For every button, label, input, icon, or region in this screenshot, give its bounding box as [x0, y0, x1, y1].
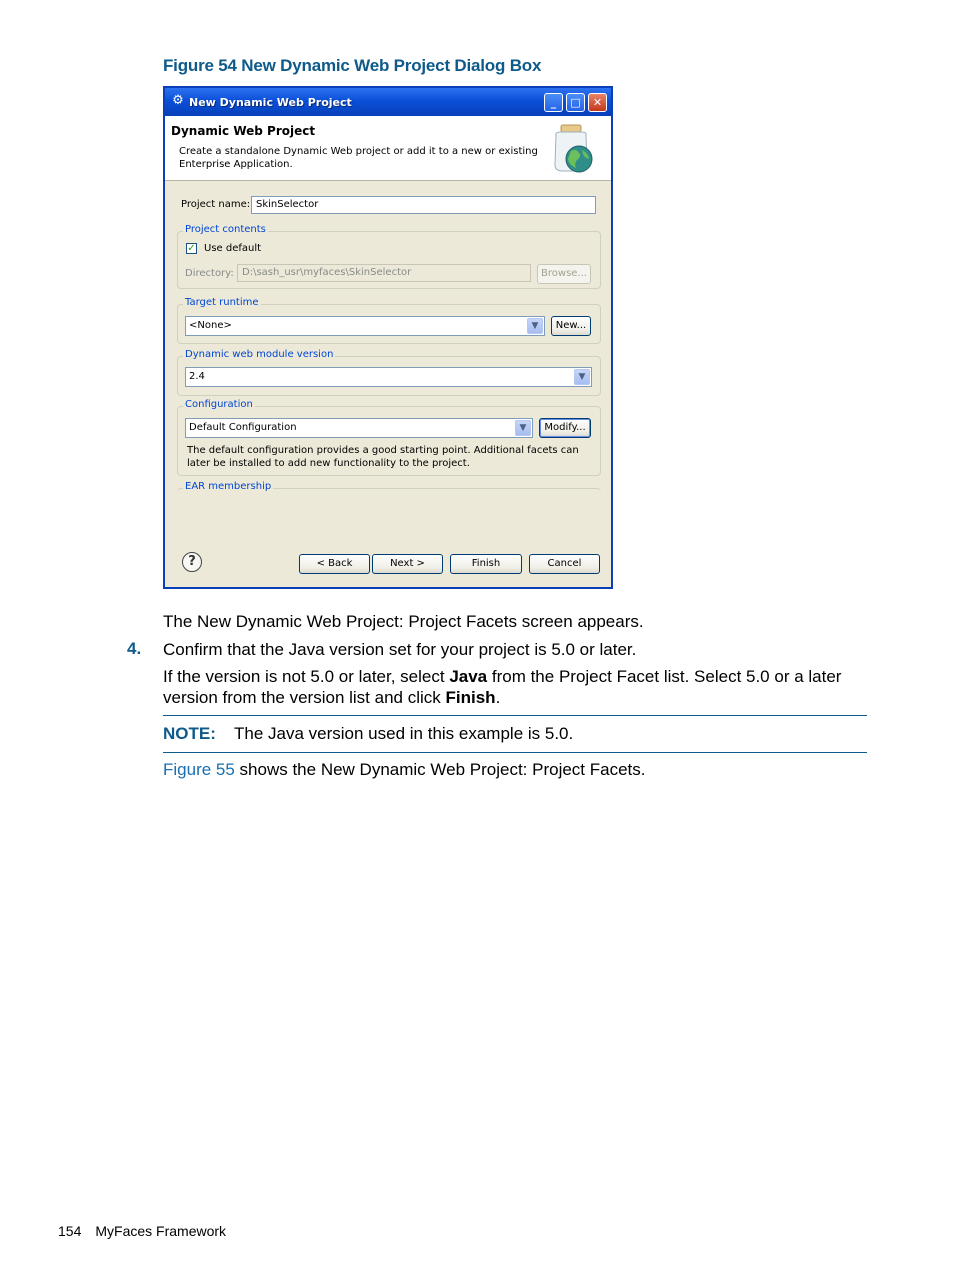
dialog-header	[165, 116, 611, 181]
maximize-button[interactable]: □	[566, 93, 585, 112]
header-description: Create a standalone Dynamic Web project or add it to a new or existing Enterprise Application.	[179, 146, 538, 170]
finish-button[interactable]: Finish	[450, 554, 522, 574]
help-icon[interactable]: ?	[182, 552, 202, 572]
back-button[interactable]: < Back	[299, 554, 370, 574]
use-default-checkbox[interactable]: ✓	[187, 243, 196, 254]
paragraph-facets-screen: The New Dynamic Web Project: Project Facets screen appears.	[163, 612, 644, 631]
target-runtime-value: <None>	[189, 320, 232, 331]
note-label: NOTE:	[163, 724, 216, 743]
figure-caption: Figure 54 New Dynamic Web Project Dialog Box	[163, 56, 542, 75]
step-detail-part3: .	[495, 688, 501, 707]
figure-reference	[163, 759, 646, 780]
directory-label: Directory:	[185, 268, 234, 279]
java-bold: Java	[449, 667, 488, 686]
configuration-description: The default configuration provides a good starting point. Additional facets can later be installed to add new functionality to the project.	[187, 445, 579, 469]
dialog-title: New Dynamic Web Project	[189, 96, 352, 109]
modify-button[interactable]: Modify...	[539, 418, 591, 438]
chevron-down-icon[interactable]: ▼	[574, 369, 590, 385]
use-default-label: Use default	[204, 243, 262, 254]
web-module-version-label: Dynamic web module version	[185, 349, 334, 360]
project-name-field[interactable]: SkinSelector	[251, 196, 596, 214]
configuration-label: Configuration	[185, 399, 253, 410]
cancel-button[interactable]: Cancel	[529, 554, 600, 574]
step-detail-part1: If the version is not 5.0 or later, select	[163, 667, 450, 686]
project-name-label: Project name:	[181, 199, 251, 210]
project-contents-label: Project contents	[185, 224, 266, 235]
close-button[interactable]: ✕	[588, 93, 607, 112]
step-detail	[163, 666, 853, 708]
web-project-globe-icon	[549, 123, 599, 175]
chevron-down-icon[interactable]: ▼	[527, 318, 543, 334]
ear-membership-group	[177, 488, 601, 528]
minimize-button[interactable]: _	[544, 93, 563, 112]
note-box	[163, 715, 867, 753]
directory-field[interactable]: D:\sash_usr\myfaces\SkinSelector	[237, 264, 531, 282]
web-module-version-select[interactable]	[185, 367, 592, 387]
finish-bold: Finish	[445, 688, 496, 707]
browse-button[interactable]: Browse...	[537, 264, 591, 284]
step-detail-part2: from the Project Facet list. Select 5.0 or a later version from the version list and click	[163, 667, 842, 707]
new-runtime-button[interactable]: New...	[551, 316, 591, 336]
dialog-titlebar[interactable]	[165, 88, 611, 116]
page-footer	[58, 1223, 240, 1239]
step-text: Confirm that the Java version set for your project is 5.0 or later.	[163, 640, 637, 659]
figure-reference-text: shows the New Dynamic Web Project: Project Facets.	[234, 760, 646, 779]
web-module-version-value: 2.4	[189, 371, 205, 382]
configuration-value: Default Configuration	[189, 422, 297, 433]
configuration-select[interactable]	[185, 418, 533, 438]
header-title: Dynamic Web Project	[171, 124, 316, 138]
ear-membership-label: EAR membership	[185, 481, 272, 492]
gear-icon: ⚙	[172, 93, 184, 108]
target-runtime-label: Target runtime	[185, 297, 259, 308]
new-dynamic-web-project-dialog	[163, 86, 613, 589]
target-runtime-select[interactable]	[185, 316, 545, 336]
section-title: MyFaces Framework	[95, 1223, 227, 1239]
next-button[interactable]: Next >	[372, 554, 443, 574]
step-number: 4.	[127, 639, 142, 658]
chevron-down-icon[interactable]: ▼	[515, 420, 531, 436]
note-text: The Java version used in this example is 5.0.	[234, 724, 574, 743]
figure-55-link[interactable]: Figure 55	[163, 760, 235, 779]
page-number: 154	[58, 1223, 82, 1239]
